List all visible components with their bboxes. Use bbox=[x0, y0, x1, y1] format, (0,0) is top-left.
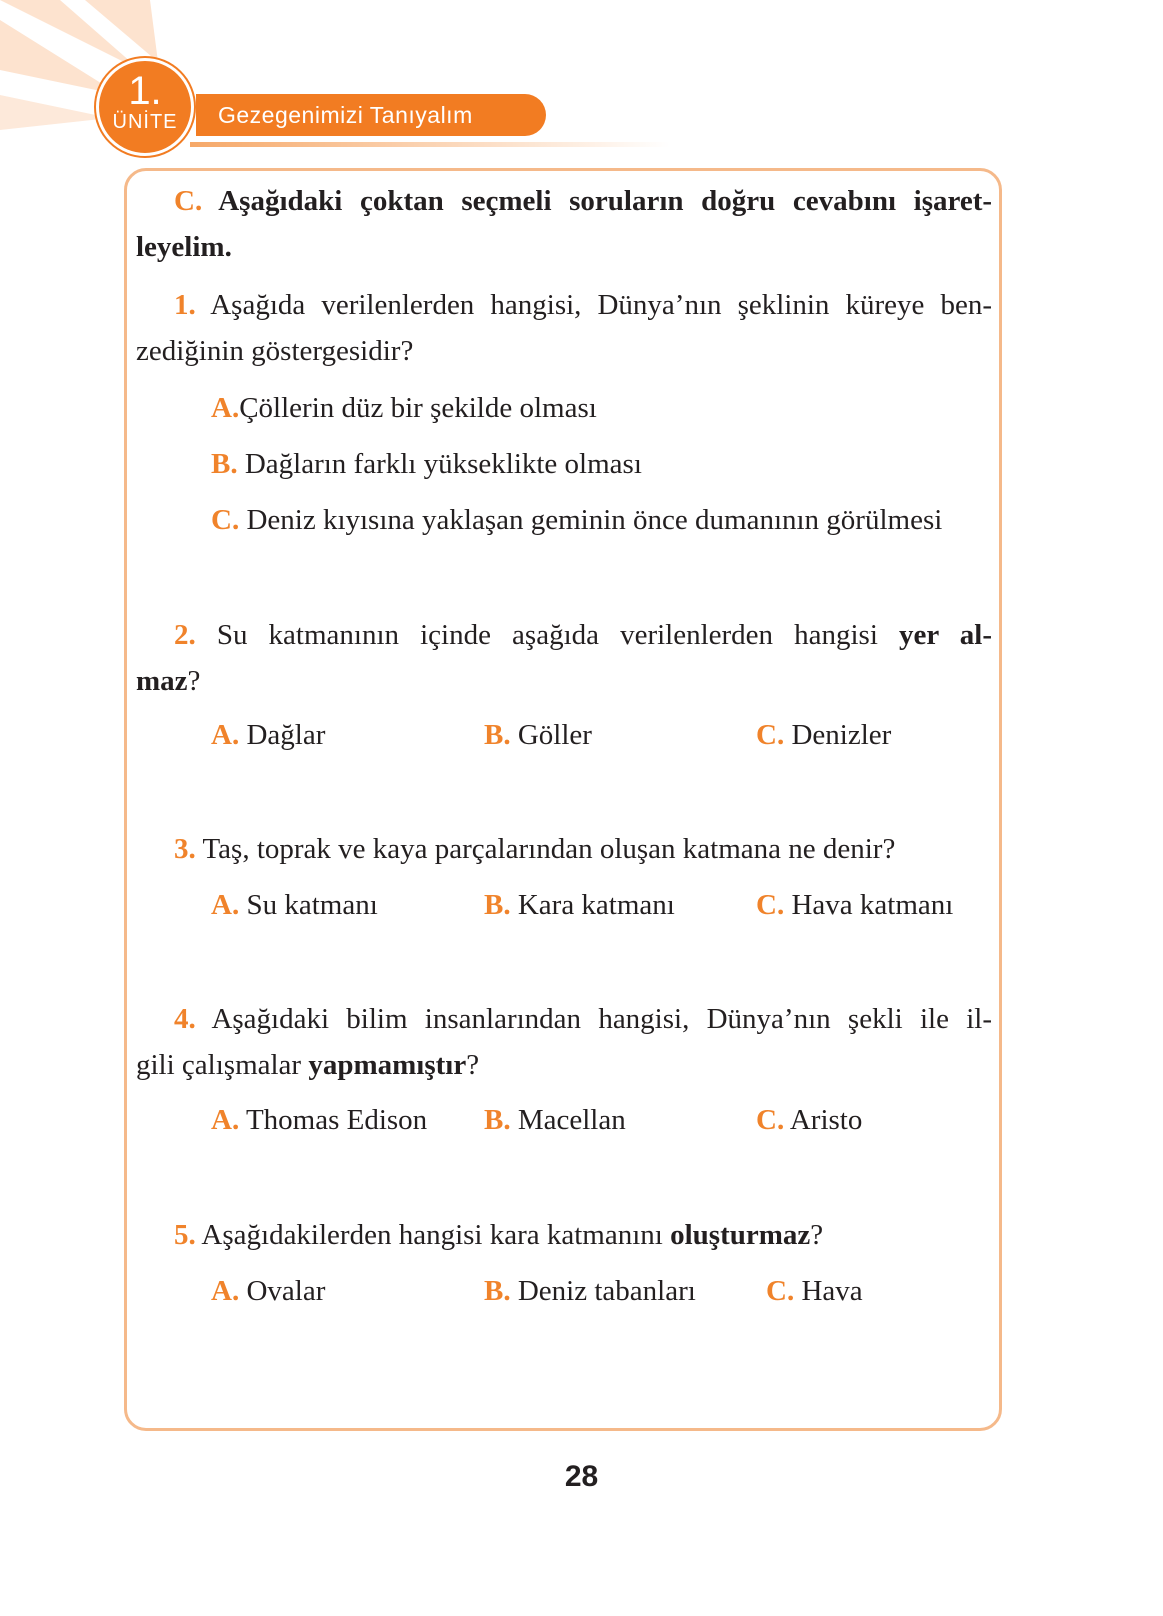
question-3-option-c[interactable] bbox=[756, 885, 953, 925]
option-letter: B. bbox=[484, 719, 511, 751]
question-2-bold-1: yer al- bbox=[899, 619, 993, 651]
option-letter: C. bbox=[211, 504, 240, 536]
question-5 bbox=[136, 1212, 992, 1258]
question-1-option-c[interactable] bbox=[211, 500, 942, 540]
option-letter: C. bbox=[756, 1104, 785, 1136]
option-text: Thomas Edison bbox=[245, 1104, 428, 1136]
question-5-text: Aşağıdakilerden hangisi kara katmanını bbox=[201, 1219, 663, 1251]
question-4-option-c[interactable] bbox=[756, 1100, 862, 1140]
question-3-option-a[interactable] bbox=[211, 885, 378, 925]
question-3-number: 3. bbox=[174, 833, 196, 865]
question-2-number: 2. bbox=[174, 619, 196, 651]
question-2-bold-2: maz bbox=[136, 665, 188, 697]
option-letter: C. bbox=[756, 719, 785, 751]
question-2-tail: ? bbox=[187, 665, 201, 697]
question-2-line-1: Su katmanının içinde aşağıda verilenlerden hangisi bbox=[216, 619, 878, 651]
option-letter: A. bbox=[211, 392, 240, 424]
question-3-text: Taş, toprak ve kaya parçalarından oluşan katmana ne denir? bbox=[202, 833, 896, 865]
section-letter: C. bbox=[174, 185, 203, 217]
option-text: Deniz tabanları bbox=[517, 1275, 696, 1307]
question-1-option-b[interactable] bbox=[211, 444, 642, 484]
option-text: Deniz kıyısına yaklaşan geminin önce dumanının görülmesi bbox=[246, 504, 943, 536]
question-4-option-a[interactable] bbox=[211, 1100, 427, 1140]
question-2-option-a[interactable] bbox=[211, 715, 325, 755]
option-text: Hava bbox=[801, 1275, 863, 1307]
unit-title: Gezegenimizi Tanıyalım bbox=[218, 102, 473, 128]
question-5-option-a[interactable] bbox=[211, 1271, 325, 1311]
page-number: 28 bbox=[564, 1460, 599, 1493]
question-5-number: 5. bbox=[174, 1219, 196, 1251]
question-3 bbox=[136, 826, 992, 872]
question-4-option-b[interactable] bbox=[484, 1100, 626, 1140]
question-5-option-c[interactable] bbox=[766, 1271, 863, 1311]
option-text: Ovalar bbox=[246, 1275, 326, 1307]
question-1-option-a[interactable] bbox=[211, 388, 597, 428]
unit-badge bbox=[96, 58, 194, 156]
option-text: Denizler bbox=[791, 719, 892, 751]
option-letter: B. bbox=[484, 889, 511, 921]
question-3-option-b[interactable] bbox=[484, 885, 675, 925]
option-text: Su katmanı bbox=[246, 889, 378, 921]
unit-number: 1. bbox=[128, 69, 162, 113]
option-letter: B. bbox=[484, 1104, 511, 1136]
option-letter: A. bbox=[211, 889, 240, 921]
question-5-bold: oluşturmaz bbox=[670, 1219, 811, 1251]
option-letter: C. bbox=[756, 889, 785, 921]
question-2-option-b[interactable] bbox=[484, 715, 592, 755]
option-letter: B. bbox=[484, 1275, 511, 1307]
section-line-1: Aşağıdaki çoktan seçmeli soruların doğru cevabını işaret- bbox=[218, 185, 993, 217]
option-text: Dağlar bbox=[246, 719, 326, 751]
question-2-option-c[interactable] bbox=[756, 715, 891, 755]
question-4-tail: ? bbox=[466, 1049, 480, 1081]
question-4 bbox=[136, 996, 992, 1088]
option-letter: A. bbox=[211, 719, 240, 751]
unit-title-banner bbox=[196, 94, 546, 136]
option-text: Aristo bbox=[789, 1104, 863, 1136]
unit-label: ÜNİTE bbox=[112, 111, 178, 133]
option-letter: C. bbox=[766, 1275, 795, 1307]
question-1-line-2: zediğinin göstergesidir? bbox=[136, 335, 414, 367]
question-1 bbox=[136, 282, 992, 374]
section-heading bbox=[136, 178, 992, 270]
question-4-number: 4. bbox=[174, 1003, 196, 1035]
option-text: Çöllerin düz bir şekilde olması bbox=[239, 392, 597, 424]
option-letter: A. bbox=[211, 1275, 240, 1307]
option-text: Dağların farklı yükseklikte olması bbox=[244, 448, 642, 480]
option-text: Göller bbox=[517, 719, 592, 751]
section-line-2: leyelim. bbox=[136, 231, 232, 263]
question-1-line-1: Aşağıda verilenlerden hangisi, Dünya’nın şeklinin küreye ben- bbox=[210, 289, 992, 321]
question-4-line-2: gili çalışmalar bbox=[136, 1049, 302, 1081]
question-4-line-1: Aşağıdaki bilim insanlarından hangisi, Dünya’nın şekli ile il- bbox=[211, 1003, 993, 1035]
option-text: Macellan bbox=[517, 1104, 626, 1136]
option-text: Hava katmanı bbox=[791, 889, 954, 921]
question-5-tail: ? bbox=[810, 1219, 824, 1251]
question-5-option-b[interactable] bbox=[484, 1271, 696, 1311]
option-letter: A. bbox=[211, 1104, 240, 1136]
header-divider bbox=[190, 142, 670, 147]
option-letter: B. bbox=[211, 448, 238, 480]
option-text: Kara katmanı bbox=[517, 889, 675, 921]
question-2 bbox=[136, 612, 992, 704]
question-1-number: 1. bbox=[174, 289, 196, 321]
question-4-bold: yapmamıştır bbox=[308, 1049, 467, 1081]
